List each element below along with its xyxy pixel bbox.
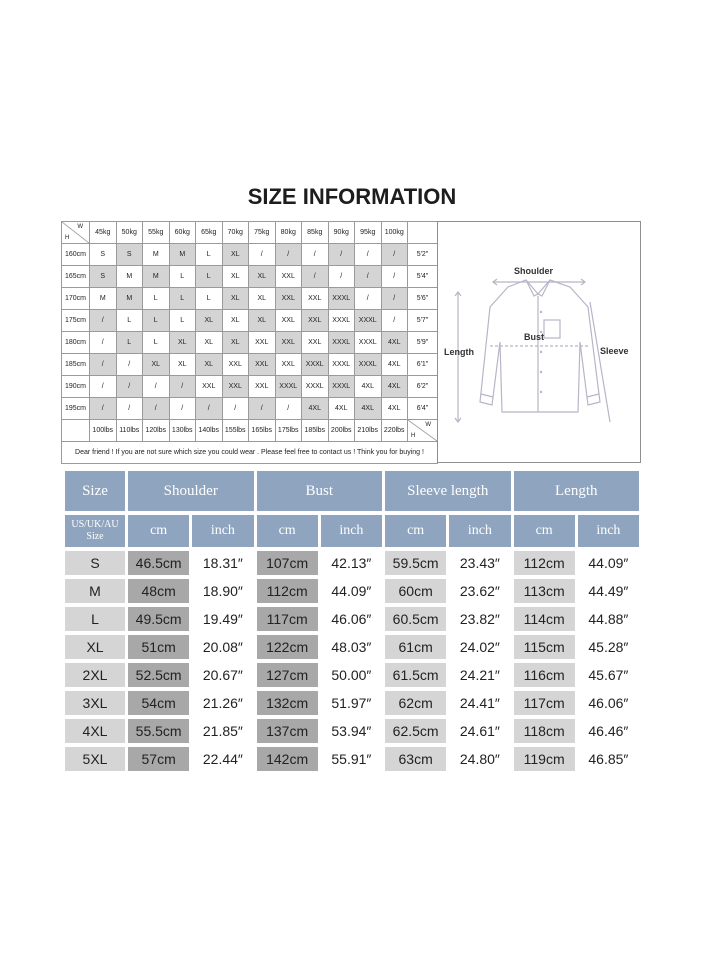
size-cell: XXL: [275, 266, 302, 288]
measurement-cell: 55.5cm: [128, 719, 189, 743]
size-measurement-table: [62, 467, 642, 775]
size-cell: XXL: [302, 332, 329, 354]
corner-h-label: H: [65, 235, 70, 241]
measurement-cell: 127cm: [257, 663, 318, 687]
measurement-cell: 61cm: [385, 635, 446, 659]
size-cell: XXL: [249, 332, 276, 354]
wh-header-row: [62, 222, 438, 244]
measurement-cell: 46.85″: [578, 747, 639, 771]
size-cell: L: [143, 310, 170, 332]
measurement-cell: 51cm: [128, 635, 189, 659]
size-cell: L: [169, 266, 196, 288]
measurement-cell: 119cm: [514, 747, 575, 771]
size-cell: /: [116, 376, 143, 398]
measurement-cell: 21.85″: [192, 719, 253, 743]
size-cell: /: [116, 354, 143, 376]
shirt-measurement-diagram: [437, 221, 641, 463]
size-cell: /: [90, 376, 117, 398]
measurement-cell: 118cm: [514, 719, 575, 743]
size-row: [65, 551, 639, 575]
measurement-cell: 45.28″: [578, 635, 639, 659]
size-cell: /: [143, 376, 170, 398]
size-cell: L: [196, 288, 223, 310]
measurement-cell: 53.94″: [321, 719, 382, 743]
unit-size-line2: Size: [86, 531, 104, 542]
size-label: L: [65, 607, 125, 631]
size-cell: XL: [143, 354, 170, 376]
size-cell: XXXL: [328, 354, 355, 376]
size-cell: XXL: [275, 310, 302, 332]
measurement-cell: 107cm: [257, 551, 318, 575]
size-cell: XL: [249, 310, 276, 332]
size-cell: /: [116, 398, 143, 420]
height-cm: 185cm: [62, 354, 90, 376]
header-length: Length: [514, 471, 640, 511]
measurement-cell: 63cm: [385, 747, 446, 771]
size-cell: 4XL: [381, 376, 408, 398]
measurement-cell: 44.09″: [321, 579, 382, 603]
unit-cm: cm: [514, 515, 575, 547]
size-cell: /: [381, 288, 408, 310]
size-row: [65, 747, 639, 771]
measurement-cell: 23.82″: [449, 607, 510, 631]
measurement-cell: 60cm: [385, 579, 446, 603]
size-cell: M: [143, 266, 170, 288]
weight-kg-header: 70kg: [222, 222, 249, 244]
size-cell: XL: [222, 310, 249, 332]
size-cell: 4XL: [381, 354, 408, 376]
unit-inch: inch: [578, 515, 639, 547]
measurement-cell: 44.88″: [578, 607, 639, 631]
weight-lbs: 185lbs: [302, 420, 329, 442]
weight-lbs: 200lbs: [328, 420, 355, 442]
measurement-cell: 22.44″: [192, 747, 253, 771]
size-cell: /: [90, 354, 117, 376]
measurement-cell: 48.03″: [321, 635, 382, 659]
measurement-cell: 117cm: [257, 607, 318, 631]
size-cell: XXL: [275, 332, 302, 354]
weight-lbs: 175lbs: [275, 420, 302, 442]
weight-kg-header: 45kg: [90, 222, 117, 244]
header-row: [65, 471, 639, 511]
size-row: [65, 719, 639, 743]
measurement-cell: 45.67″: [578, 663, 639, 687]
size-label: S: [65, 551, 125, 575]
size-cell: M: [116, 288, 143, 310]
size-cell: XXL: [196, 376, 223, 398]
size-cell: XL: [222, 288, 249, 310]
unit-cm: cm: [385, 515, 446, 547]
measurement-cell: 132cm: [257, 691, 318, 715]
weight-height-chart: [61, 221, 438, 464]
size-cell: 4XL: [302, 398, 329, 420]
size-cell: L: [116, 310, 143, 332]
measurement-cell: 113cm: [514, 579, 575, 603]
size-cell: XXL: [302, 310, 329, 332]
size-cell: XXXL: [328, 310, 355, 332]
shoulder-label: Shoulder: [514, 266, 554, 276]
size-cell: /: [328, 244, 355, 266]
size-cell: /: [355, 266, 382, 288]
height-inch: 5'6": [408, 288, 438, 310]
height-inch: 5'7": [408, 310, 438, 332]
header-shoulder: Shoulder: [128, 471, 254, 511]
weight-kg-header: 85kg: [302, 222, 329, 244]
measurement-cell: 20.08″: [192, 635, 253, 659]
size-cell: /: [381, 266, 408, 288]
shirt-outline-icon: [438, 222, 642, 464]
measurement-cell: 18.31″: [192, 551, 253, 575]
size-cell: S: [90, 244, 117, 266]
size-cell: XL: [169, 332, 196, 354]
corner-w-label: W: [77, 224, 83, 230]
size-cell: L: [116, 332, 143, 354]
size-cell: /: [169, 376, 196, 398]
unit-row: [65, 515, 639, 547]
size-cell: 4XL: [355, 376, 382, 398]
size-cell: 4XL: [381, 398, 408, 420]
unit-inch: inch: [321, 515, 382, 547]
header-bust: Bust: [257, 471, 383, 511]
weight-kg-header: 60kg: [169, 222, 196, 244]
measurement-cell: 62cm: [385, 691, 446, 715]
size-cell: /: [249, 244, 276, 266]
size-label: M: [65, 579, 125, 603]
height-cm: 195cm: [62, 398, 90, 420]
corner-cell: [62, 222, 90, 244]
size-cell: /: [222, 398, 249, 420]
size-cell: XL: [196, 310, 223, 332]
measurement-cell: 24.21″: [449, 663, 510, 687]
size-cell: 4XL: [355, 398, 382, 420]
measurement-cell: 112cm: [514, 551, 575, 575]
size-cell: XXL: [275, 288, 302, 310]
size-cell: XXXL: [355, 354, 382, 376]
size-cell: XL: [196, 332, 223, 354]
size-cell: /: [249, 398, 276, 420]
size-cell: XXL: [302, 288, 329, 310]
size-label: XL: [65, 635, 125, 659]
measurement-cell: 24.02″: [449, 635, 510, 659]
size-cell: M: [169, 244, 196, 266]
weight-lbs: 155lbs: [222, 420, 249, 442]
measurement-cell: 142cm: [257, 747, 318, 771]
size-cell: XL: [169, 354, 196, 376]
unit-size-label: [65, 515, 125, 547]
size-cell: XXL: [222, 354, 249, 376]
size-cell: XXXL: [355, 332, 382, 354]
measurement-cell: 117cm: [514, 691, 575, 715]
size-cell: /: [196, 398, 223, 420]
length-label: Length: [444, 347, 474, 357]
wh-row: [62, 288, 438, 310]
weight-lbs: 140lbs: [196, 420, 223, 442]
size-cell: XXL: [222, 376, 249, 398]
size-cell: M: [90, 288, 117, 310]
size-cell: XXXL: [328, 376, 355, 398]
measurement-cell: 21.26″: [192, 691, 253, 715]
height-inch: 6'2": [408, 376, 438, 398]
size-cell: XL: [249, 288, 276, 310]
measurement-cell: 112cm: [257, 579, 318, 603]
measurement-cell: 59.5cm: [385, 551, 446, 575]
size-label: 4XL: [65, 719, 125, 743]
size-label: 3XL: [65, 691, 125, 715]
measurement-cell: 122cm: [257, 635, 318, 659]
weight-lbs: 120lbs: [143, 420, 170, 442]
height-inch: 5'2": [408, 244, 438, 266]
measurement-cell: 46.06″: [578, 691, 639, 715]
wh-row: [62, 332, 438, 354]
size-cell: XXXL: [355, 310, 382, 332]
header-size: Size: [65, 471, 125, 511]
measurement-cell: 115cm: [514, 635, 575, 659]
measurement-cell: 48cm: [128, 579, 189, 603]
wh-row: [62, 376, 438, 398]
size-cell: L: [169, 288, 196, 310]
weight-kg-header: 65kg: [196, 222, 223, 244]
header-sleeve-length: Sleeve length: [385, 471, 511, 511]
size-cell: L: [169, 310, 196, 332]
height-inch: 5'9": [408, 332, 438, 354]
wh-lbs-row: [62, 420, 438, 442]
measurement-cell: 54cm: [128, 691, 189, 715]
measurement-cell: 55.91″: [321, 747, 382, 771]
measurement-cell: 137cm: [257, 719, 318, 743]
wh-note-row: [62, 442, 438, 464]
unit-inch: inch: [192, 515, 253, 547]
size-cell: /: [90, 310, 117, 332]
measurement-cell: 51.97″: [321, 691, 382, 715]
weight-lbs: 220lbs: [381, 420, 408, 442]
weight-kg-header: 80kg: [275, 222, 302, 244]
size-cell: /: [275, 244, 302, 266]
size-cell: /: [275, 398, 302, 420]
size-cell: XXXL: [302, 376, 329, 398]
unit-cm: cm: [257, 515, 318, 547]
size-cell: /: [355, 244, 382, 266]
size-cell: /: [90, 398, 117, 420]
measurement-cell: 46.5cm: [128, 551, 189, 575]
measurement-cell: 44.49″: [578, 579, 639, 603]
size-cell: XL: [222, 332, 249, 354]
wh-row: [62, 244, 438, 266]
unit-inch: inch: [449, 515, 510, 547]
size-cell: /: [143, 398, 170, 420]
unit-size-line1: US/UK/AU: [71, 519, 119, 530]
weight-lbs: 110lbs: [116, 420, 143, 442]
height-cm: 190cm: [62, 376, 90, 398]
size-cell: XL: [222, 244, 249, 266]
page-title: SIZE INFORMATION: [247, 184, 457, 209]
size-label: 2XL: [65, 663, 125, 687]
size-cell: XXL: [249, 376, 276, 398]
size-cell: XXL: [249, 354, 276, 376]
measurement-cell: 61.5cm: [385, 663, 446, 687]
weight-lbs: 210lbs: [355, 420, 382, 442]
size-cell: L: [196, 266, 223, 288]
measurement-cell: 114cm: [514, 607, 575, 631]
lbs-blank: [62, 420, 90, 442]
size-cell: L: [143, 288, 170, 310]
wh-row: [62, 398, 438, 420]
height-inch: 5'4": [408, 266, 438, 288]
measurement-cell: 23.43″: [449, 551, 510, 575]
unit-cm: cm: [128, 515, 189, 547]
measurement-cell: 24.61″: [449, 719, 510, 743]
size-cell: M: [116, 266, 143, 288]
height-inch: 6'4": [408, 398, 438, 420]
sleeve-label: Sleeve: [600, 346, 629, 356]
bust-label: Bust: [524, 332, 544, 342]
weight-kg-header: 50kg: [116, 222, 143, 244]
size-cell: 4XL: [381, 332, 408, 354]
weight-lbs: 100lbs: [90, 420, 117, 442]
size-cell: /: [328, 266, 355, 288]
measurement-cell: 20.67″: [192, 663, 253, 687]
size-cell: /: [302, 244, 329, 266]
measurement-cell: 49.5cm: [128, 607, 189, 631]
wh-row: [62, 354, 438, 376]
size-cell: /: [90, 332, 117, 354]
size-row: [65, 663, 639, 687]
size-cell: S: [116, 244, 143, 266]
size-cell: /: [169, 398, 196, 420]
weight-lbs: 130lbs: [169, 420, 196, 442]
corner-w-label: W: [425, 422, 431, 428]
measurement-cell: 52.5cm: [128, 663, 189, 687]
weight-kg-header: 55kg: [143, 222, 170, 244]
measurement-cell: 60.5cm: [385, 607, 446, 631]
size-cell: L: [196, 244, 223, 266]
weight-kg-header: 75kg: [249, 222, 276, 244]
size-cell: XXXL: [328, 288, 355, 310]
corner-h-label: H: [411, 433, 416, 439]
height-cm: 170cm: [62, 288, 90, 310]
measurement-cell: 24.80″: [449, 747, 510, 771]
measurement-cell: 19.49″: [192, 607, 253, 631]
contact-note: Dear friend ! If you are not sure which size you could wear . Please feel free to contact us ! Think you for buying !: [62, 442, 438, 464]
measurement-cell: 24.41″: [449, 691, 510, 715]
size-cell: XXXL: [328, 332, 355, 354]
size-cell: 4XL: [328, 398, 355, 420]
measurement-cell: 23.62″: [449, 579, 510, 603]
size-cell: /: [381, 310, 408, 332]
size-cell: XXXL: [302, 354, 329, 376]
size-row: [65, 691, 639, 715]
measurement-cell: 42.13″: [321, 551, 382, 575]
wh-row: [62, 266, 438, 288]
weight-kg-header: 90kg: [328, 222, 355, 244]
height-cm: 165cm: [62, 266, 90, 288]
header-blank: [408, 222, 438, 244]
size-cell: XXXL: [275, 376, 302, 398]
size-label: 5XL: [65, 747, 125, 771]
size-cell: /: [355, 288, 382, 310]
size-cell: XL: [222, 266, 249, 288]
size-cell: XL: [196, 354, 223, 376]
weight-lbs: 165lbs: [249, 420, 276, 442]
height-cm: 175cm: [62, 310, 90, 332]
size-cell: XL: [249, 266, 276, 288]
size-cell: /: [302, 266, 329, 288]
measurement-cell: 50.00″: [321, 663, 382, 687]
measurement-cell: 18.90″: [192, 579, 253, 603]
height-inch: 6'1": [408, 354, 438, 376]
measurement-cell: 57cm: [128, 747, 189, 771]
size-cell: XXL: [275, 354, 302, 376]
size-cell: L: [143, 332, 170, 354]
measurement-cell: 46.06″: [321, 607, 382, 631]
measurement-cell: 44.09″: [578, 551, 639, 575]
weight-kg-header: 100kg: [381, 222, 408, 244]
size-cell: S: [90, 266, 117, 288]
height-cm: 180cm: [62, 332, 90, 354]
size-row: [65, 607, 639, 631]
measurement-cell: 46.46″: [578, 719, 639, 743]
measurement-cell: 62.5cm: [385, 719, 446, 743]
wh-row: [62, 310, 438, 332]
corner-cell-bottom: [408, 420, 438, 442]
height-cm: 160cm: [62, 244, 90, 266]
size-row: [65, 579, 639, 603]
measurement-cell: 116cm: [514, 663, 575, 687]
weight-kg-header: 95kg: [355, 222, 382, 244]
size-cell: /: [381, 244, 408, 266]
size-cell: M: [143, 244, 170, 266]
size-row: [65, 635, 639, 659]
